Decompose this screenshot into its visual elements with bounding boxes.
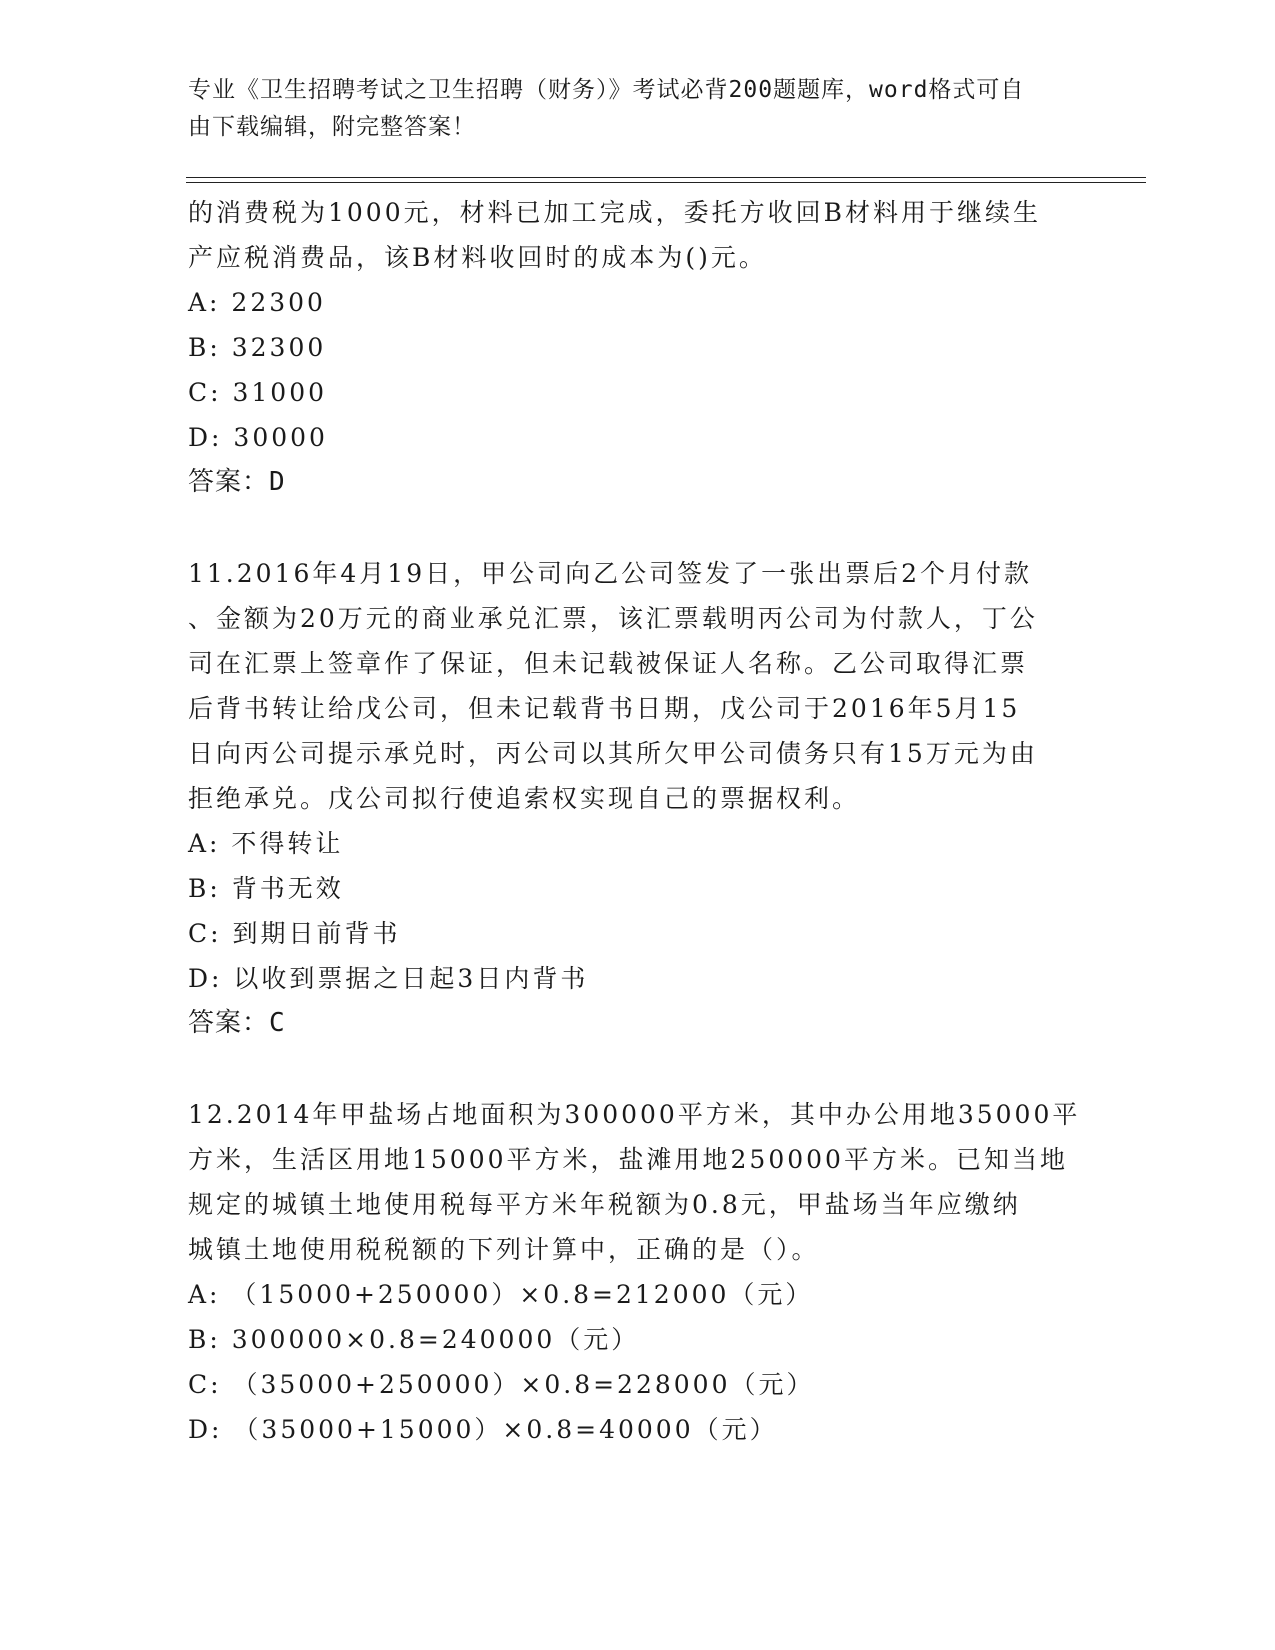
header-divider-bottom xyxy=(186,182,1146,183)
document-body xyxy=(188,190,1088,1452)
option-d: D: （35000+15000）×0.8=40000（元） xyxy=(188,1415,778,1444)
option-c: C: 到期日前背书 xyxy=(188,919,401,948)
option-c: C: 31000 xyxy=(188,378,328,407)
question-spacer xyxy=(188,505,1088,551)
question-stem-line: 拒绝承兑。戊公司拟行使追索权实现自己的票据权利。 xyxy=(188,784,861,813)
question-stem-line: 规定的城镇土地使用税每平方米年税额为0.8元，甲盐场当年应缴纳 xyxy=(188,1190,1021,1219)
option-d: D: 30000 xyxy=(188,423,328,452)
option-b: B: 32300 xyxy=(188,333,327,362)
header-line-2: 由下载编辑，附完整答案！ xyxy=(188,114,476,140)
answer-line: 答案：D xyxy=(188,467,286,497)
question-stem-line: 、金额为20万元的商业承兑汇票，该汇票载明丙公司为付款人，丁公 xyxy=(188,604,1038,633)
document-header xyxy=(188,72,1068,146)
question-stem-line: 12.2014年甲盐场占地面积为300000平方米，其中办公用地35000平 xyxy=(188,1100,1081,1129)
question-stem-line: 日向丙公司提示承兑时，丙公司以其所欠甲公司债务只有15万元为由 xyxy=(188,739,1038,768)
option-b: B: 背书无效 xyxy=(188,874,344,903)
option-a: A: 22300 xyxy=(188,288,326,317)
option-d: D: 以收到票据之日起3日内背书 xyxy=(188,964,589,993)
option-c: C: （35000+250000）×0.8=228000（元） xyxy=(188,1370,815,1399)
option-a: A: 不得转让 xyxy=(188,829,344,858)
question-12 xyxy=(188,1092,1088,1452)
question-stem-line: 11.2016年4月19日，甲公司向乙公司签发了一张出票后2个月付款 xyxy=(188,559,1033,588)
question-spacer xyxy=(188,1046,1088,1092)
question-stem-line: 后背书转让给戊公司，但未记载背书日期，戊公司于2016年5月15 xyxy=(188,694,1021,723)
header-divider-top xyxy=(186,177,1146,178)
question-stem-line: 城镇土地使用税税额的下列计算中，正确的是（）。 xyxy=(188,1235,820,1264)
header-line-1: 专业《卫生招聘考试之卫生招聘（财务）》考试必背200题题库，word格式可自 xyxy=(188,77,1025,103)
question-11 xyxy=(188,551,1088,1046)
answer-line: 答案：C xyxy=(188,1008,286,1038)
option-a: A: （15000+250000）×0.8=212000（元） xyxy=(188,1280,814,1309)
question-stem-line: 的消费税为1000元，材料已加工完成，委托方收回B材料用于继续生 xyxy=(188,198,1041,227)
question-stem-line: 产应税消费品，该B材料收回时的成本为()元。 xyxy=(188,243,767,272)
question-stem-line: 方米，生活区用地15000平方米，盐滩用地250000平方米。已知当地 xyxy=(188,1145,1068,1174)
question-10 xyxy=(188,190,1088,505)
question-stem-line: 司在汇票上签章作了保证，但未记载被保证人名称。乙公司取得汇票 xyxy=(188,649,1029,678)
option-b: B: 300000×0.8=240000（元） xyxy=(188,1325,640,1354)
